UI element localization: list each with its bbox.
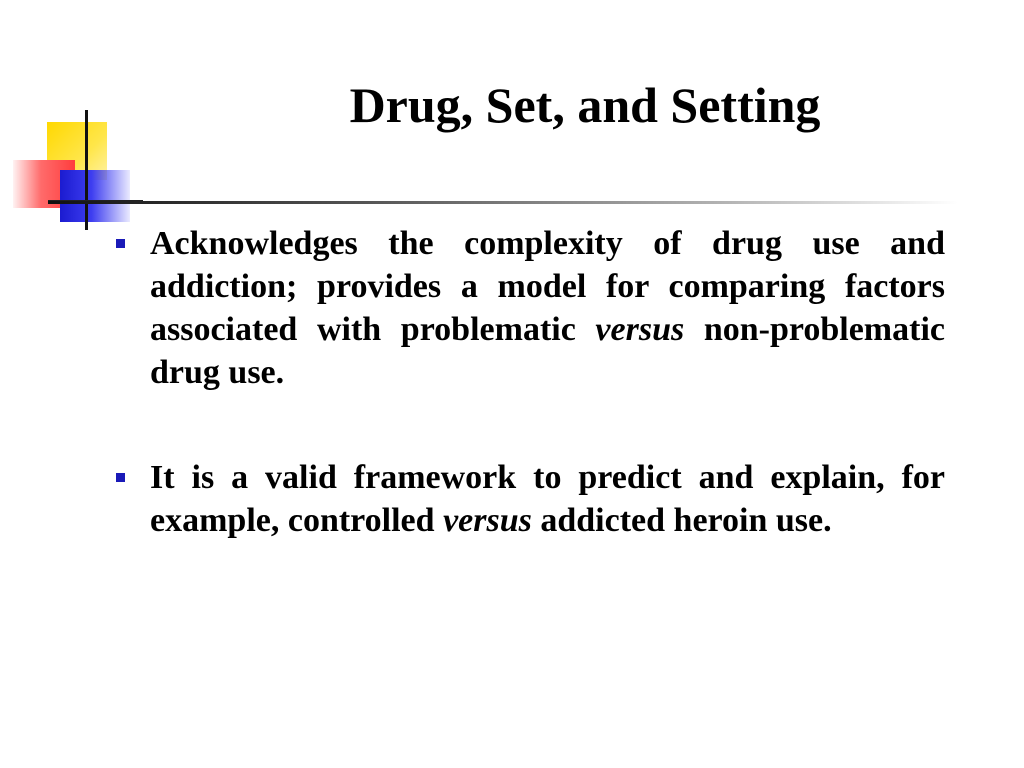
title-divider bbox=[48, 201, 958, 204]
bullet-emphasis: versus bbox=[443, 502, 532, 539]
bullet-text: Acknowledges the complexity of drug use and addiction; provides a model for comparing factors associated with problematic bbox=[150, 225, 945, 348]
decorative-logo bbox=[0, 0, 160, 240]
bullet-text: It is a valid framework to predict and explain, for example, controlled bbox=[150, 459, 945, 539]
slide-title: Drug, Set, and Setting bbox=[349, 77, 821, 133]
bullet-square-icon bbox=[116, 473, 125, 482]
bullet-item bbox=[112, 456, 945, 542]
bullet-text: non-problematic drug use. bbox=[150, 311, 945, 391]
bullet-list bbox=[112, 222, 945, 542]
bullet-emphasis: versus bbox=[595, 311, 685, 348]
logo-vertical-line bbox=[85, 110, 88, 230]
logo-blue-square bbox=[60, 170, 130, 222]
bullet-text: addicted heroin use. bbox=[531, 502, 832, 539]
bullet-item bbox=[112, 222, 945, 394]
bullet-square-icon bbox=[116, 239, 125, 248]
